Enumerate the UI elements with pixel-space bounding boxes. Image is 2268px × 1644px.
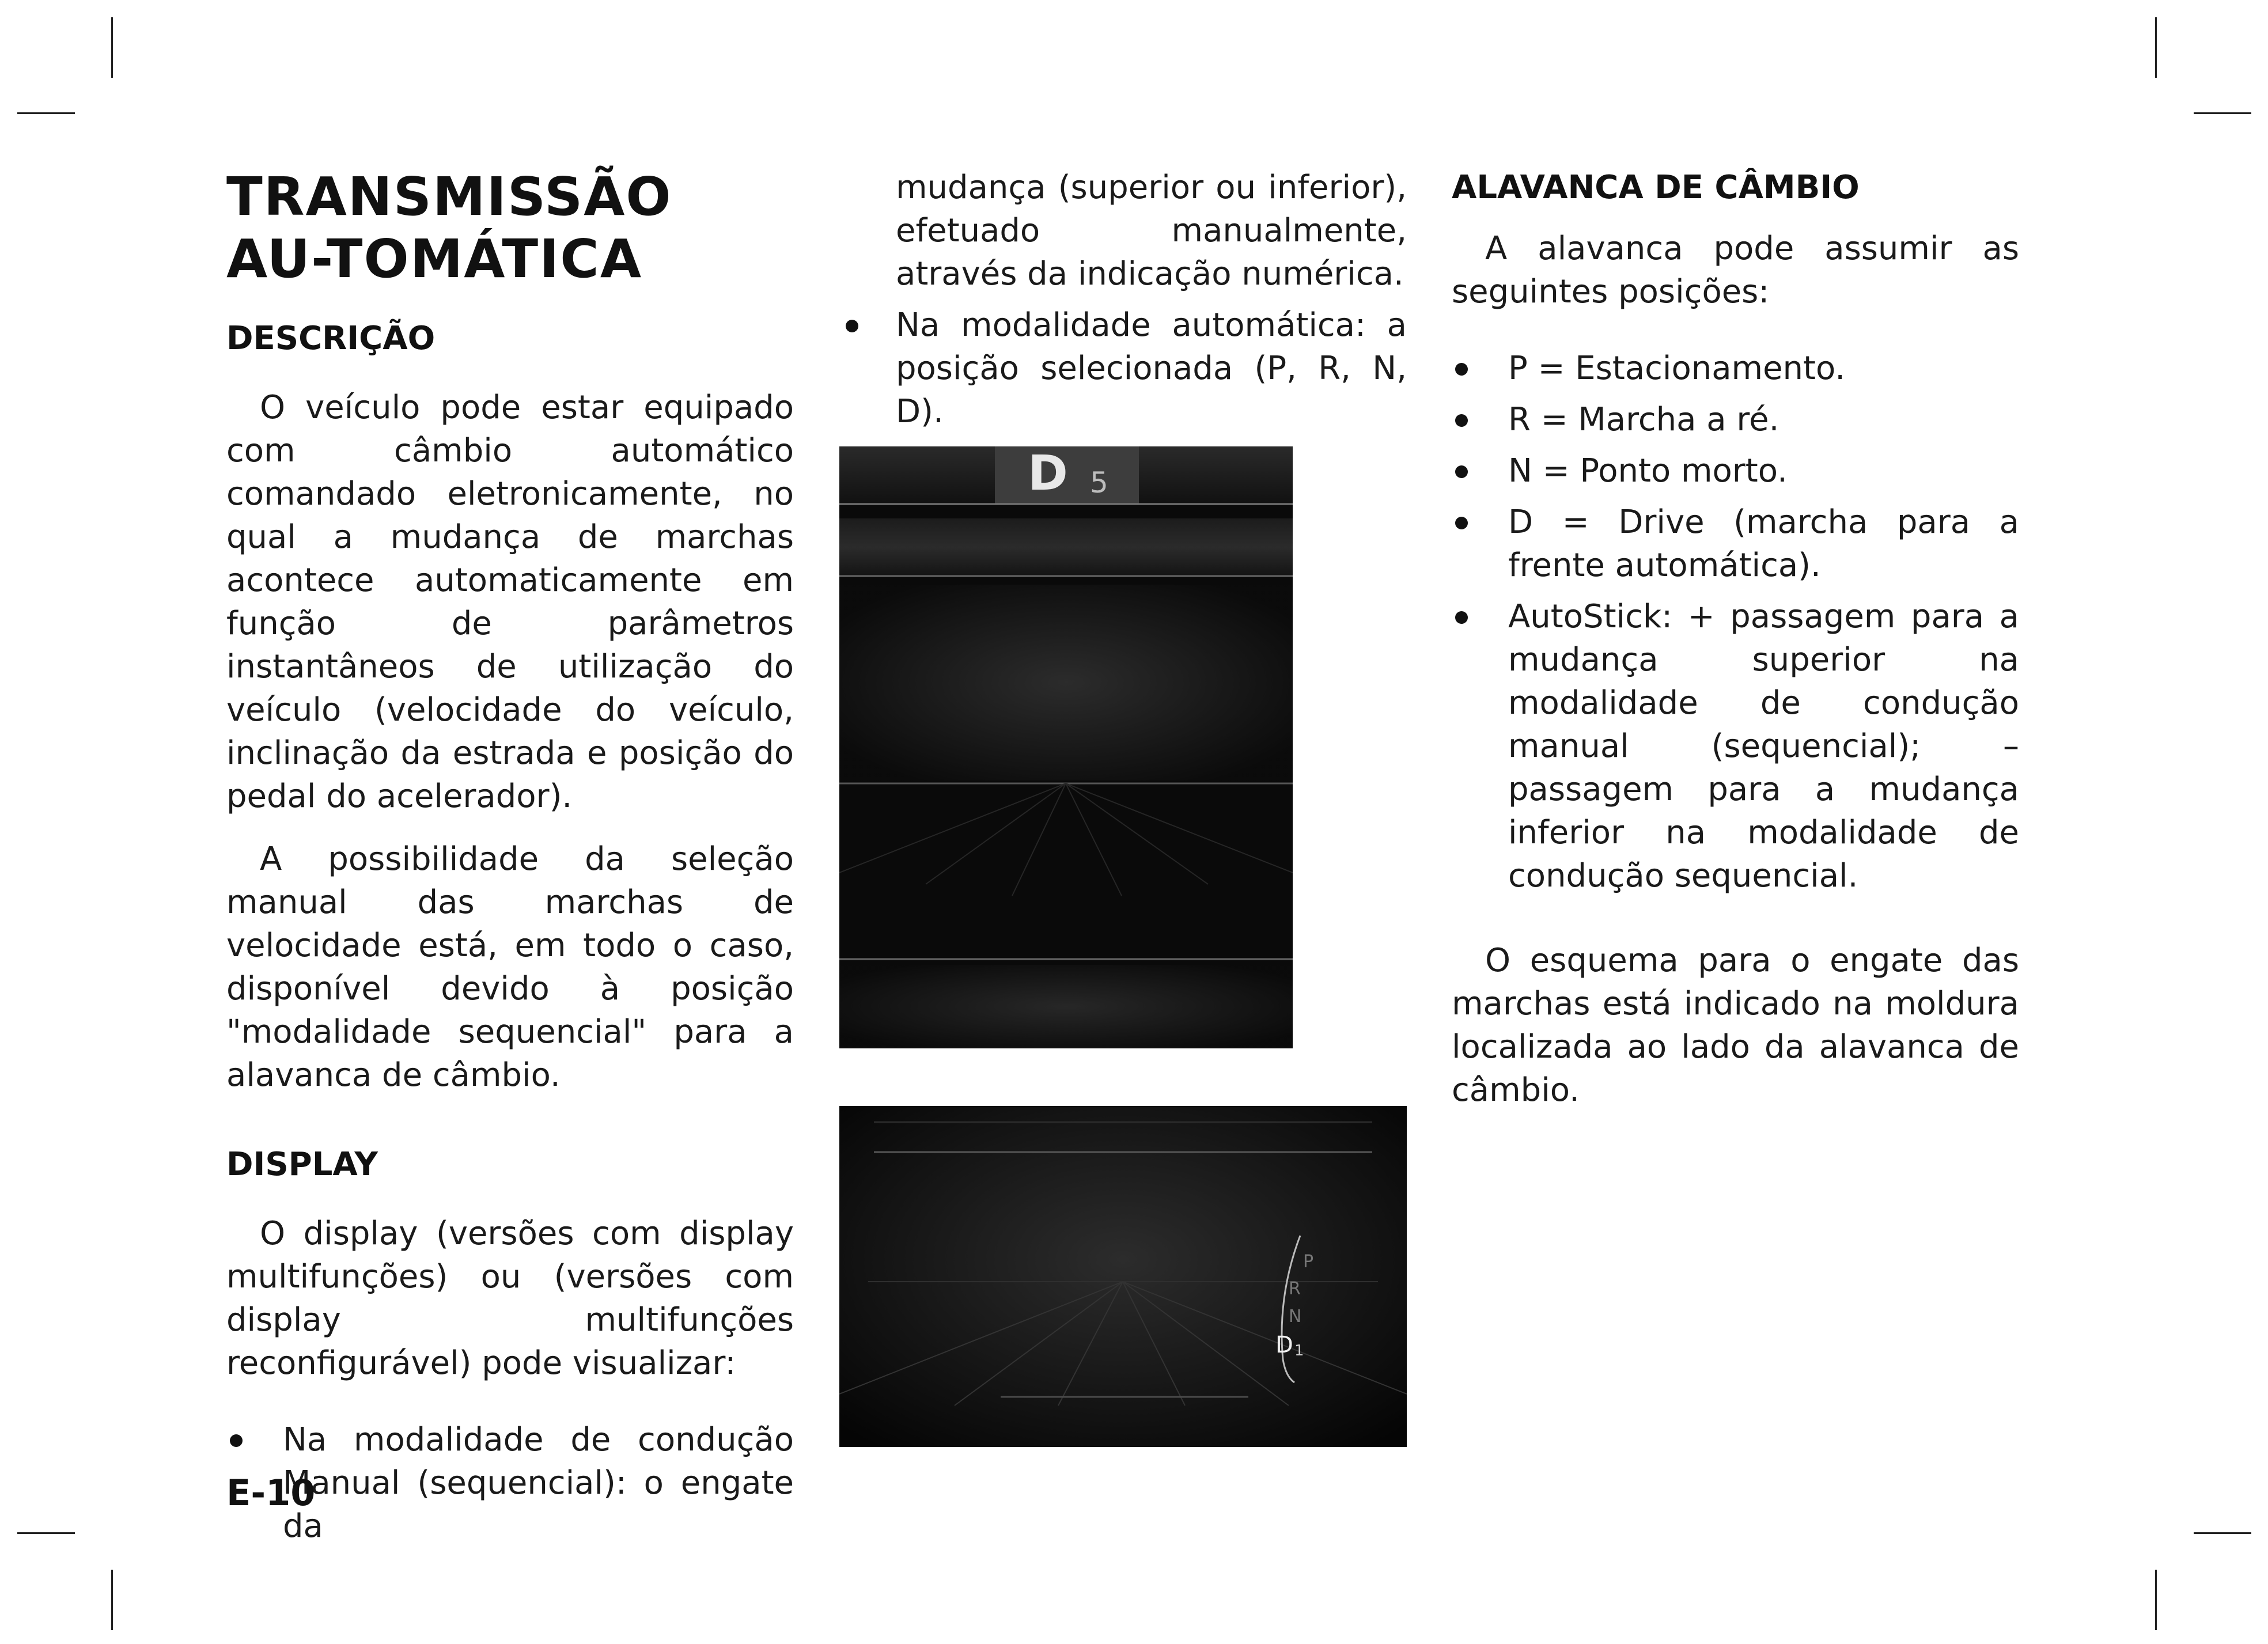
crop-mark	[2194, 112, 2251, 114]
gear-number: 1	[1294, 1342, 1304, 1359]
list-item: AutoStick: + passagem para a mudança superior na modalidade de condução manual (sequencial); – passagem para a mudança inferior na modalidade de condução sequencial.	[1452, 595, 2019, 897]
crop-mark	[17, 1532, 75, 1534]
paragraph-alavanca-closing: O esquema para o engate das marchas está indicado na moldura localizada ao lado da alavanca de câmbio.	[1452, 942, 2019, 1109]
crop-mark	[111, 1570, 113, 1630]
paragraph-alavanca-intro: A alavanca pode assumir as seguintes posições:	[1452, 230, 2019, 310]
paragraph-descricao-1: O veículo pode estar equipado com câmbio automático comandado eletronicamente, no qual a mudança de marchas acontece automaticamente em função de parâmetros instantâneos de utilização do veículo (velocidade do veículo, inclinação da estrada e posição do pedal do acelerador).	[226, 389, 794, 815]
crop-mark	[2194, 1532, 2251, 1534]
gear-letter: D	[1028, 446, 1068, 501]
page-number: E-10	[226, 1472, 316, 1514]
display-image-automatic	[839, 1106, 1407, 1447]
paragraph-display-1: O display (versões com display multifunções) ou (versões com display multifunções reconfigurável) pode visualizar:	[226, 1215, 794, 1382]
display-bullet-list-cont	[842, 304, 1407, 433]
paragraph-descricao-2: A possibilidade da seleção manual das marchas de velocidade está, em todo o caso, disponível devido à posição "modalidade sequencial" para a alavanca de câmbio.	[226, 840, 794, 1094]
right-column	[1452, 166, 2019, 1112]
display-screen-graphic	[839, 446, 1293, 1048]
display-screen-graphic	[839, 1106, 1407, 1447]
section-heading-descricao: DESCRIÇÃO	[226, 320, 436, 357]
crop-mark	[111, 17, 113, 78]
prnd-r: R	[1289, 1279, 1301, 1299]
list-item: P = Estacionamento.	[1452, 347, 2019, 390]
display-image-sequential	[839, 446, 1293, 1048]
gear-position-list	[1452, 347, 2019, 897]
crop-mark	[17, 112, 75, 114]
list-item: Na modalidade de condução Manual (sequencial): o engate da	[226, 1418, 794, 1548]
crop-mark	[2155, 17, 2157, 78]
list-item: Na modalidade automática: a posição selecionada (P, R, N, D).	[842, 304, 1407, 433]
crop-mark	[2155, 1570, 2157, 1630]
prnd-p: P	[1303, 1252, 1314, 1272]
gear-letter: D	[1275, 1332, 1293, 1358]
list-item: N = Ponto morto.	[1452, 449, 2019, 493]
list-item: R = Marcha a ré.	[1452, 398, 2019, 441]
prnd-n: N	[1289, 1306, 1302, 1327]
section-heading-alavanca: ALAVANCA DE CÂMBIO	[1452, 169, 1860, 206]
left-column	[226, 166, 794, 1556]
section-heading-display: DISPLAY	[226, 1146, 378, 1183]
gear-number: 5	[1090, 466, 1108, 499]
paragraph-continuation: mudança (superior ou inferior), efetuado manualmente, através da indicação numérica.	[896, 169, 1407, 293]
middle-column	[842, 166, 1407, 441]
page-title: TRANSMISSÃO AU-TOMÁTICA	[226, 166, 672, 290]
list-item: D = Drive (marcha para a frente automática).	[1452, 501, 2019, 587]
